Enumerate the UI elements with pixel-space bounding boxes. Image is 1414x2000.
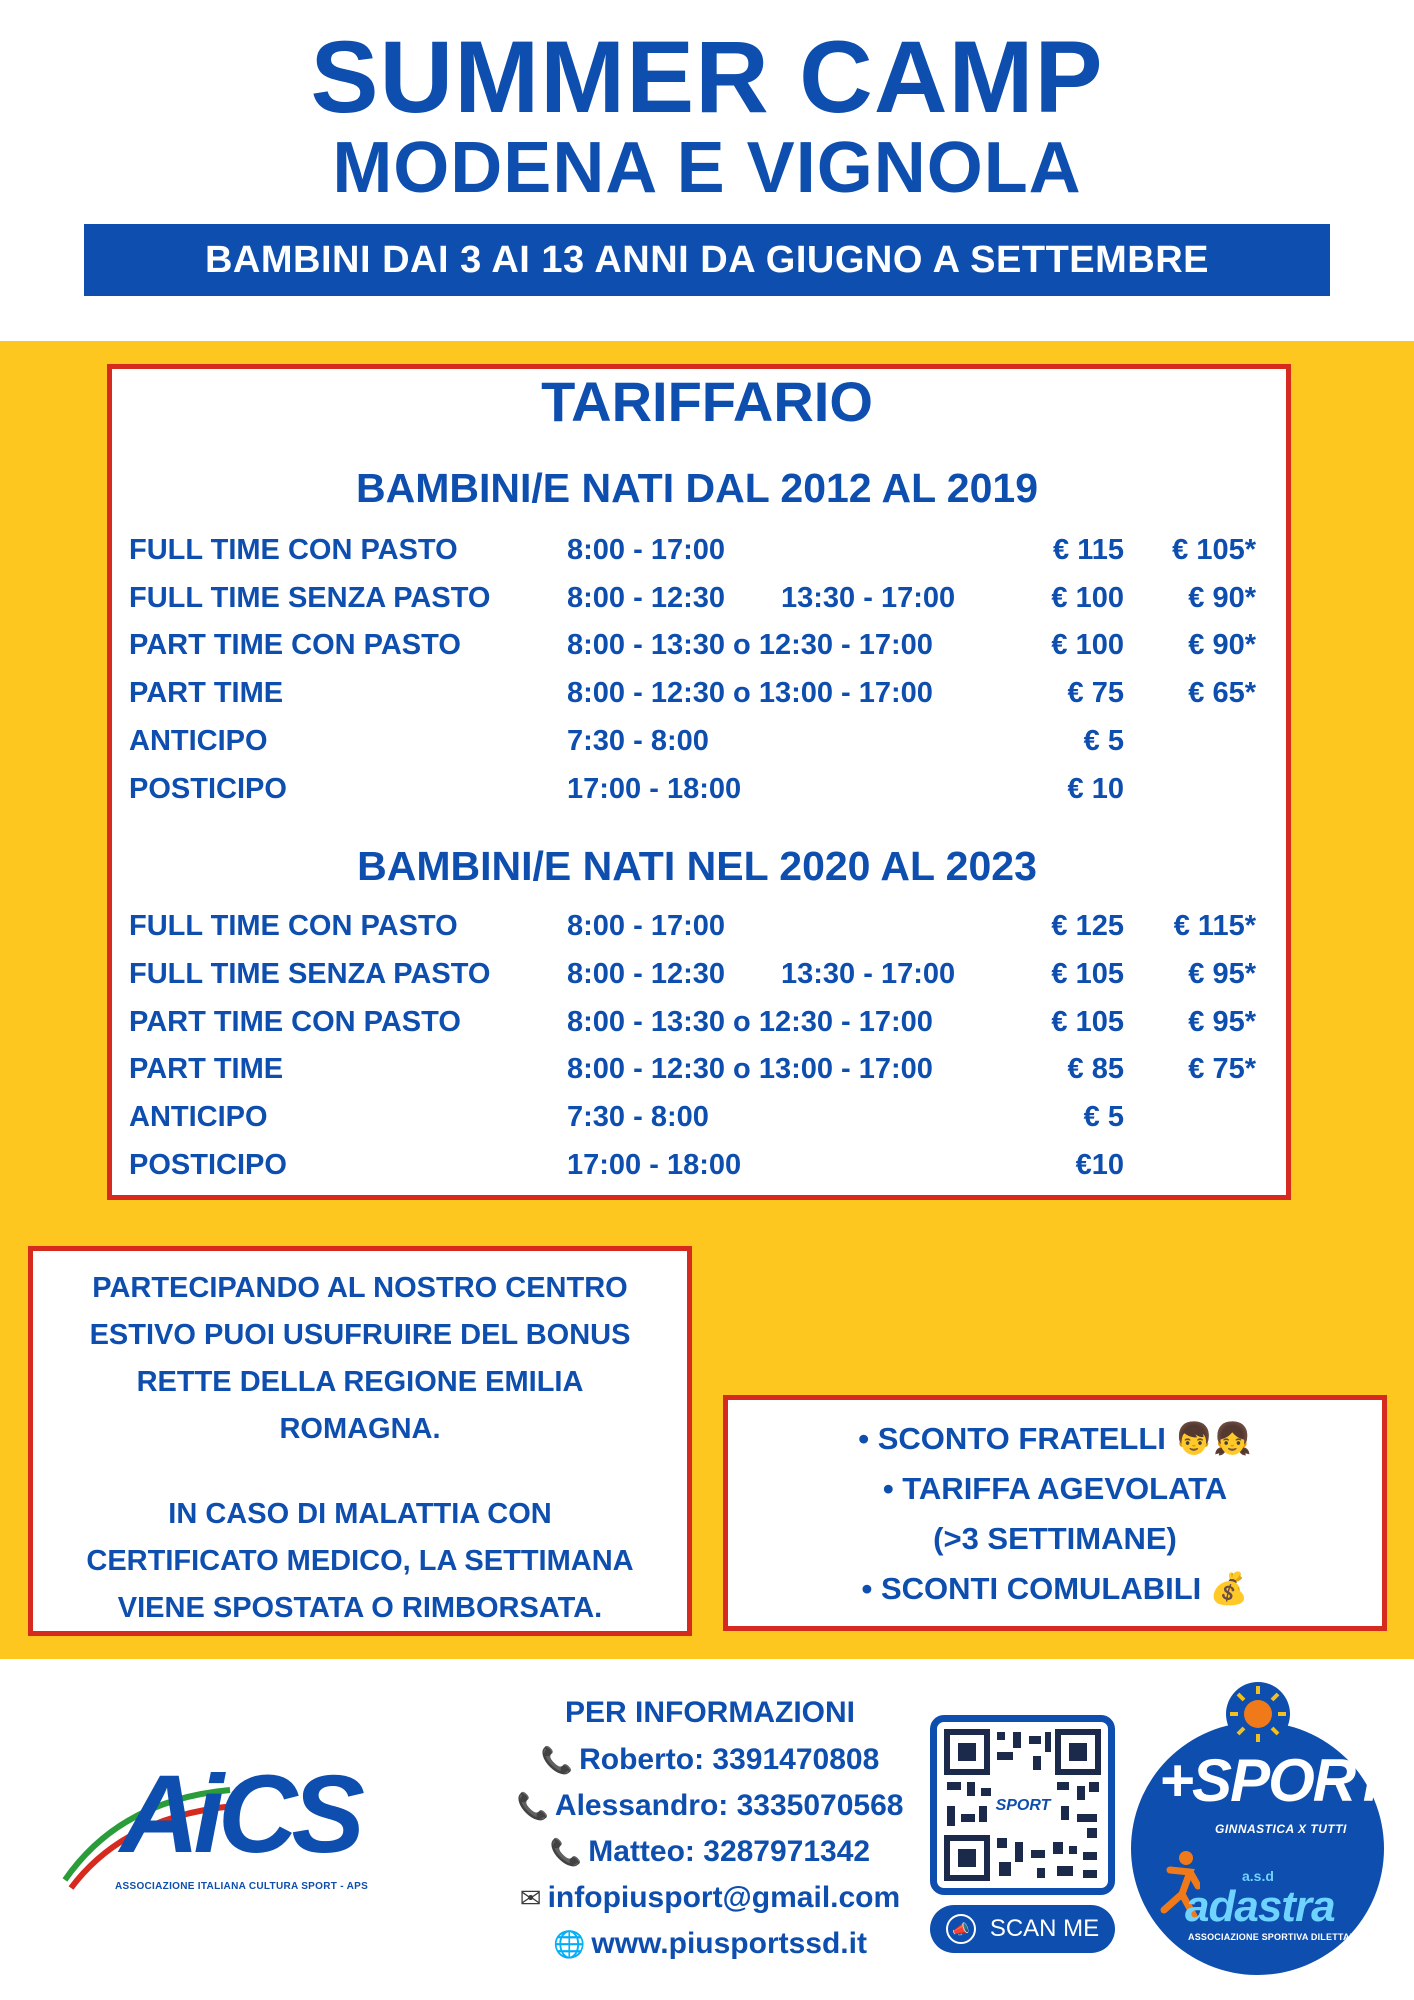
megaphone-icon: 📣 bbox=[946, 1914, 976, 1944]
adastra-tagline: ASSOCIAZIONE SPORTIVA DILETTANTISTICA bbox=[1188, 1932, 1393, 1942]
contacts-heading: PER INFORMAZIONI bbox=[565, 1696, 855, 1729]
qr-code-icon bbox=[937, 1722, 1108, 1888]
tariff-row bbox=[0, 769, 1414, 809]
bonus-line: PARTECIPANDO AL NOSTRO CENTRO bbox=[92, 1272, 628, 1304]
tariff-name: POSTICIPO bbox=[129, 773, 287, 805]
tariff-row bbox=[0, 1097, 1414, 1137]
globe-icon: 🌐 bbox=[553, 1929, 586, 1959]
bonus-line: RETTE DELLA REGIONE EMILIA bbox=[136, 1366, 584, 1398]
page-subtitle: MODENA E VIGNOLA bbox=[332, 128, 1082, 208]
tariff-time: 8:00 - 12:30 bbox=[567, 958, 725, 990]
phone-icon: 📞 bbox=[549, 1837, 583, 1867]
bonus-line: ROMAGNA. bbox=[279, 1413, 441, 1445]
tariff-row bbox=[0, 1049, 1414, 1089]
tariff-discounted-price: € 95* bbox=[1188, 958, 1256, 990]
tariff-price: €10 bbox=[1075, 1149, 1124, 1181]
tariff-name: FULL TIME CON PASTO bbox=[129, 534, 458, 566]
contact-text[interactable]: infopiusport@gmail.com bbox=[547, 1881, 901, 1914]
tariff-row bbox=[0, 1145, 1414, 1185]
discount-line: • SCONTO FRATELLI 👦👧 bbox=[858, 1421, 1252, 1456]
tariff-row bbox=[0, 578, 1414, 618]
discount-line: • SCONTI COMULABILI 💰 bbox=[861, 1571, 1249, 1606]
discount-box bbox=[723, 1395, 1387, 1631]
tariff-time: 17:00 - 18:00 bbox=[567, 1149, 742, 1181]
tariff-name: POSTICIPO bbox=[129, 1149, 287, 1181]
contact-line bbox=[480, 1875, 940, 1921]
bonus-line: IN CASO DI MALATTIA CON bbox=[168, 1498, 552, 1530]
tariff-name: ANTICIPO bbox=[129, 725, 268, 757]
tariff-row bbox=[0, 954, 1414, 994]
tariff-time: 8:00 - 13:30 o 12:30 - 17:00 bbox=[567, 1006, 933, 1038]
tariff-name: PART TIME CON PASTO bbox=[129, 629, 461, 661]
tariff-name: PART TIME CON PASTO bbox=[129, 1006, 461, 1038]
tariff-name: PART TIME bbox=[129, 677, 284, 709]
sport-tagline: GINNASTICA X TUTTI bbox=[1215, 1822, 1347, 1836]
tariff-price: € 75 bbox=[1067, 677, 1124, 709]
tariff-row bbox=[0, 625, 1414, 665]
tariff-time: 7:30 - 8:00 bbox=[567, 725, 709, 757]
tariff-price: € 125 bbox=[1051, 910, 1124, 942]
bonus-line: CERTIFICATO MEDICO, LA SETTIMANA bbox=[86, 1545, 634, 1577]
email-icon: ✉ bbox=[519, 1883, 542, 1913]
contact-line bbox=[480, 1921, 940, 1967]
tariff-discounted-price: € 90* bbox=[1188, 582, 1256, 614]
tariff-discounted-price: € 115* bbox=[1173, 910, 1256, 942]
aics-subtitle: ASSOCIAZIONE ITALIANA CULTURA SPORT - APS bbox=[115, 1881, 369, 1892]
contact-line bbox=[480, 1737, 940, 1783]
tariff-name: FULL TIME CON PASTO bbox=[129, 910, 458, 942]
tariff-title: TARIFFARIO bbox=[541, 370, 873, 433]
tariff-time: 8:00 - 17:00 bbox=[567, 534, 725, 566]
phone-icon: 📞 bbox=[516, 1791, 549, 1821]
scan-me-button[interactable] bbox=[930, 1905, 1115, 1953]
tariff-price: € 10 bbox=[1067, 773, 1124, 805]
tariff-discounted-price: € 95* bbox=[1188, 1006, 1256, 1038]
sun-icon bbox=[1224, 1680, 1292, 1748]
adastra-wordmark: adastra bbox=[1185, 1882, 1335, 1931]
tariff-time: 8:00 - 13:30 o 12:30 - 17:00 bbox=[567, 629, 933, 661]
tariff-price: € 105 bbox=[1051, 1006, 1124, 1038]
discount-line: • TARIFFA AGEVOLATA bbox=[882, 1471, 1228, 1506]
bonus-line: ESTIVO PUOI USUFRUIRE DEL BONUS bbox=[89, 1319, 631, 1351]
tariff-price: € 5 bbox=[1083, 725, 1124, 757]
tariff-discounted-price: € 75* bbox=[1188, 1053, 1256, 1085]
contact-text[interactable]: Alessandro: 3335070568 bbox=[554, 1789, 904, 1822]
tariff-discounted-price: € 65* bbox=[1188, 677, 1256, 709]
tariff-name: PART TIME bbox=[129, 1053, 284, 1085]
discount-line: (>3 SETTIMANE) bbox=[933, 1521, 1177, 1556]
bonus-line: VIENE SPOSTATA O RIMBORSATA. bbox=[117, 1592, 603, 1624]
tariff-price: € 100 bbox=[1051, 582, 1124, 614]
asd-label: a.s.d bbox=[1242, 1868, 1274, 1884]
age-banner: BAMBINI DAI 3 AI 13 ANNI DA GIUGNO A SETTEMBRE bbox=[84, 224, 1330, 296]
tariff-row bbox=[0, 673, 1414, 713]
sport-wordmark: +SPORT bbox=[1159, 1747, 1388, 1814]
aics-logo bbox=[60, 1753, 369, 1900]
contact-text[interactable]: Roberto: 3391470808 bbox=[579, 1743, 880, 1776]
tariff-price: € 115 bbox=[1053, 534, 1124, 566]
contact-text[interactable]: www.piusportssd.it bbox=[591, 1927, 867, 1960]
tariff-time: 8:00 - 12:30 o 13:00 - 17:00 bbox=[567, 677, 933, 709]
tariff-time: 8:00 - 12:30 bbox=[567, 582, 725, 614]
tariff-row bbox=[0, 530, 1414, 570]
tariff-name: FULL TIME SENZA PASTO bbox=[129, 958, 491, 990]
contact-line bbox=[480, 1829, 940, 1875]
tariff-price: € 100 bbox=[1051, 629, 1124, 661]
tariff-time: 8:00 - 12:30 o 13:00 - 17:00 bbox=[567, 1053, 933, 1085]
tariff-price: € 105 bbox=[1051, 958, 1124, 990]
page-title: SUMMER CAMP bbox=[310, 20, 1104, 134]
tariff-name: ANTICIPO bbox=[129, 1101, 268, 1133]
tariff-time: 8:00 - 17:00 bbox=[567, 910, 725, 942]
tariff-time-2: 13:30 - 17:00 bbox=[781, 958, 956, 990]
tariff-row bbox=[0, 1002, 1414, 1042]
tariff-time: 17:00 - 18:00 bbox=[567, 773, 742, 805]
tariff-time-2: 13:30 - 17:00 bbox=[781, 582, 956, 614]
tariff-row bbox=[0, 721, 1414, 761]
bonus-info-box bbox=[28, 1246, 692, 1636]
tariff-price: € 5 bbox=[1083, 1101, 1124, 1133]
tariff-row bbox=[0, 906, 1414, 946]
qr-inner-label: SPORT bbox=[995, 1797, 1051, 1814]
tariff-discounted-price: € 90* bbox=[1188, 629, 1256, 661]
tariff-name: FULL TIME SENZA PASTO bbox=[129, 582, 491, 614]
contact-text[interactable]: Matteo: 3287971342 bbox=[588, 1835, 871, 1868]
qr-code[interactable] bbox=[930, 1715, 1115, 1895]
scan-me-label: SCAN ME bbox=[989, 1915, 1100, 1942]
tariff-time: 7:30 - 8:00 bbox=[567, 1101, 709, 1133]
contact-line bbox=[480, 1783, 940, 1829]
tariff-price: € 85 bbox=[1067, 1053, 1124, 1085]
tariff-group-heading: BAMBINI/E NATI DAL 2012 AL 2019 bbox=[355, 465, 1038, 511]
aics-letters: AiCS bbox=[120, 1753, 359, 1876]
phone-icon: 📞 bbox=[540, 1745, 574, 1775]
tariff-group-heading: BAMBINI/E NATI NEL 2020 AL 2023 bbox=[357, 843, 1037, 889]
tariff-discounted-price: € 105* bbox=[1172, 534, 1256, 566]
